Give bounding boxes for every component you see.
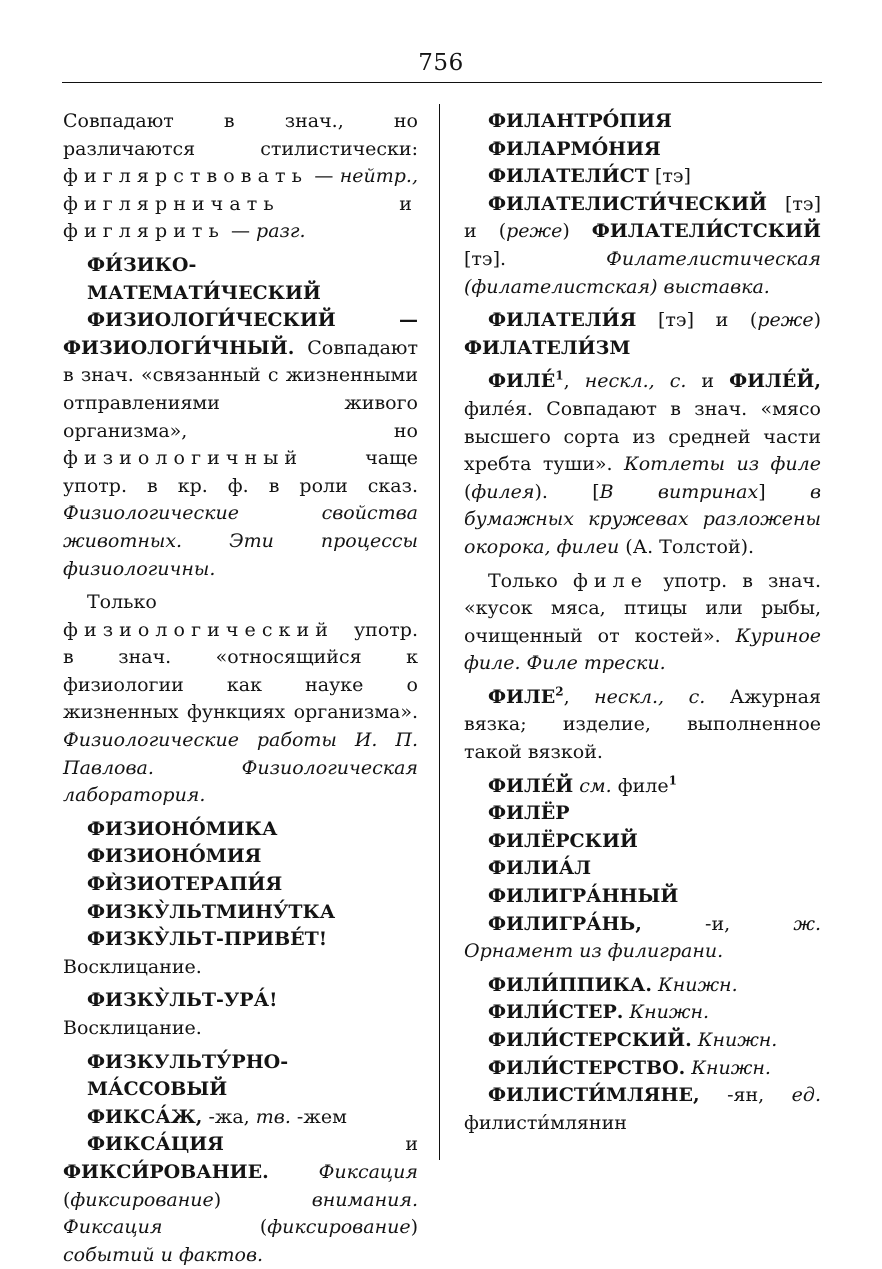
right-column [464,108,821,1137]
entry-text: — [308,165,340,188]
dictionary-entry-fizioterapiya [63,871,418,899]
usage-text: ед. [791,1084,821,1107]
headword: ФИЗКУ̀ЛЬТ-УРА́! [87,989,278,1012]
dictionary-entry-filister [464,999,821,1027]
usage-text: Книжн. [697,1029,778,1051]
entry-text: ) [213,1188,312,1211]
headword: ФИЗИОЛОГИ́ЧЕСКИЙ — ФИЗИОЛОГИ́ЧНЫЙ. [63,309,418,359]
dictionary-entry-fizkultminutka [63,899,418,927]
entry-text: ) [410,1216,418,1239]
usage-text: В витринах [599,480,759,503]
dictionary-entry-filigran [464,911,821,966]
headword: ФИЛЕ́Й, [729,370,821,393]
headword: ФИЛАТЕЛИ́ЗМ [464,336,631,359]
headword: ФИЛИ́СТЕРСТВО. [488,1056,686,1079]
dictionary-entry-filer [464,800,821,828]
headword: ФИЛЕ́ [488,370,556,393]
dictionary-entry-fiksatsiya [63,1131,418,1269]
entry-text: ( [464,480,472,503]
headword: ФИЛЕ́Й [488,774,574,797]
entry-text: Совпадают в знач. «связанный с жизненными отправлениями живого организма», но [63,336,418,442]
headword: ФИКСИ́РОВАНИЕ. [63,1160,269,1183]
entry-text: [тэ] и ( [464,192,821,243]
usage-text: Куриное филе. Филе трески. [464,624,821,675]
headword: ФЍЗИОТЕРАПИ́Я [87,873,283,896]
dictionary-entry-filateliya [464,307,821,362]
headword: ФИЛИГРА́НЬ, [488,912,642,935]
entry-text: чаще употр. в кр. ф. в роли сказ. [63,447,418,497]
spaced-word: фиглярить [63,220,225,243]
dictionary-entry-fiziologicheskiy-2 [63,589,418,810]
entry-text: Ажурная вязка; изделие, выполненное такой вязкой. [464,685,821,764]
usage-text: см. [579,774,612,797]
usage-text: нескл., с. [584,370,687,393]
entry-text: филисти́млянин [464,1111,627,1134]
dictionary-entry-filistimlyane [464,1082,821,1137]
usage-text: Физиологические свойства животных. Эти процессы физиологичны. [63,502,418,580]
dictionary-entry-fiziko-matematicheskiy [63,252,418,307]
dictionary-entry-filatelist [464,163,821,191]
entry-text: -и, [641,912,794,935]
usage-text: фиксирование [70,1188,214,1211]
entry-text: -жем [290,1105,347,1128]
headword: ФИЛАТЕЛИ́Я [488,309,637,332]
entry-text: ( [63,1188,71,1211]
dictionary-entry-filisterskiy [464,1027,821,1055]
entry-text: ) [813,309,821,332]
entry-text: Совпадают в знач., но различаются стилистически: [63,110,418,160]
page-number: 756 [418,50,464,76]
headword: ФИЛИГРА́ННЫЙ [488,885,679,908]
headword: ФИЛИА́Л [488,857,592,880]
dictionary-entry-fizkult-ura [63,987,418,1042]
usage-text: Котлеты из филе [624,453,821,476]
headword: ФИЛИ́ППИКА. [488,973,652,996]
dictionary-entry-fiziologicheskiy [63,307,418,583]
entry-text: , [563,685,595,708]
headword: ФИЛИ́СТЕР. [488,1001,624,1024]
headword: ФИЗКУЛЬТУ́РНО-МА́ССОВЫЙ [87,1050,289,1101]
headword: ФИЗКУ̀ЛЬТМИНУ́ТКА [87,900,336,923]
headword: ФИ́ЗИКО-МАТЕМАТИ́ЧЕСКИЙ [87,253,321,304]
entry-text: и [223,1133,418,1156]
dictionary-entry-filial [464,855,821,883]
entry-text: ] [758,480,810,503]
entry-text: употр. в знач. «кусок мяса, птицы или рыбы, очищенный от костей». [464,569,822,647]
entry-text: Восклицание. [63,955,202,978]
homonym-index: 1 [668,773,677,788]
spaced-word: физиологический [63,618,334,641]
dictionary-entry-filisterstvo [464,1055,821,1083]
headword: ФИЛИСТИ́МЛЯНЕ, [488,1084,700,1107]
usage-text: Фиксация [318,1160,418,1183]
entry-text: -жа, [202,1105,256,1128]
dictionary-entry-fizionomika [63,816,418,844]
usage-text: Физиологические работы И. П. Павлова. Физиологическая лаборатория. [63,729,418,807]
spaced-word: фиглярствовать [63,165,308,188]
usage-text: Филателистическая (филателистская) выставка. [464,247,821,298]
headword: ФИКСА́ЦИЯ [87,1133,224,1156]
headword: ФИЗИОНО́МИЯ [87,845,262,868]
usage-text: тв. [255,1105,291,1128]
entry-text: ) [562,220,592,243]
dictionary-entry-file-1-b [464,568,821,678]
entry-text: -ян, [699,1084,792,1107]
spaced-word: филе [572,569,649,592]
usage-text: реже [757,309,814,332]
entry-text: — [224,220,257,243]
dictionary-entry-filigranniy [464,883,821,911]
headword: ФИЛАНТРО́ПИЯ [488,110,672,132]
spaced-word: физиологичный [63,447,304,470]
entry-text: и [686,370,730,393]
usage-text: Книжн. [691,1056,771,1079]
headword: ФИЛАРМО́НИЯ [488,137,661,160]
entry-text: [тэ] [648,165,691,188]
entry-text: филе [611,774,669,797]
spaced-word: и [399,192,418,215]
entry-text: Только [87,591,157,614]
entry-text: Только [488,569,573,592]
header-rule [62,82,822,83]
usage-text: нейтр., [339,165,418,188]
dictionary-entry-fizionomiya [63,843,418,871]
dictionary-entry-file-2 [464,684,821,767]
homonym-index: 2 [555,684,564,699]
headword: ФИЛЁРСКИЙ [488,829,638,852]
entry-text: ( [162,1216,268,1239]
usage-text: Книжн. [629,1001,710,1024]
headword: ФИЛИ́СТЕРСКИЙ. [488,1029,692,1051]
entry-text [269,1161,319,1183]
dictionary-entry-fiksazh [63,1104,418,1132]
usage-text: разг. [256,220,306,243]
dictionary-entry-file-1 [464,368,821,561]
dictionary-entry-filey [464,773,821,801]
entry-text: [тэ] и ( [636,309,758,332]
dictionary-entry-fig-tail [63,108,418,246]
left-column [63,108,418,1269]
dictionary-entry-fizkult-privet [63,926,418,981]
usage-text: в бумажных кружевах разложены окорока, филеи [464,480,821,558]
usage-text: ж. Орнамент из филиграни. [464,912,821,963]
entry-text: , [563,370,585,393]
spaced-word: фиглярничать [63,192,280,215]
usage-text: фиксирование [267,1216,411,1239]
entry-text: [тэ]. [464,247,607,270]
usage-text: внимания. Фиксация [63,1188,418,1239]
headword: ФИКСА́Ж, [87,1105,203,1128]
headword: ФИЛЁР [488,802,570,825]
dictionary-entry-filatelisticheskiy [464,191,821,301]
entry-text: филе́я. Совпадают в знач. «мясо высшего сорта из средней части хребта туши». [464,397,821,476]
headword: ФИЗИОНО́МИКА [87,817,278,840]
usage-text: нескл., с. [594,685,706,708]
usage-text: событий и фактов. [63,1243,264,1266]
entry-text: (А. Толстой). [619,535,755,558]
column-divider [439,104,440,1160]
dictionary-entry-filantropiya [464,108,821,136]
headword: ФИЛАТЕЛИ́СТ [488,165,649,188]
usage-text: Книжн. [658,973,738,996]
dictionary-entry-filerskiy [464,828,821,856]
dictionary-entry-filarmoniya [464,136,821,164]
entry-text [280,193,400,215]
dictionary-entry-fizkulturno-massoviy [63,1049,418,1104]
entry-text: употр. в знач. «относящийся к физиологии как науке о жизненных функциях организма». [63,618,418,724]
homonym-index: 1 [555,369,564,384]
entry-text: Восклицание. [63,1017,202,1039]
entry-text: ). [ [534,480,600,503]
dictionary-entry-filippika [464,972,821,1000]
headword: ФИЛАТЕЛИСТИ́ЧЕСКИЙ [488,192,767,215]
headword: ФИЛЕ [488,685,556,708]
usage-text: филея [471,480,535,503]
headword: ФИЛАТЕЛИ́СТСКИЙ [591,220,821,243]
usage-text: реже [506,220,563,243]
headword: ФИЗКУ̀ЛЬТ-ПРИВЕ́Т! [87,928,328,951]
